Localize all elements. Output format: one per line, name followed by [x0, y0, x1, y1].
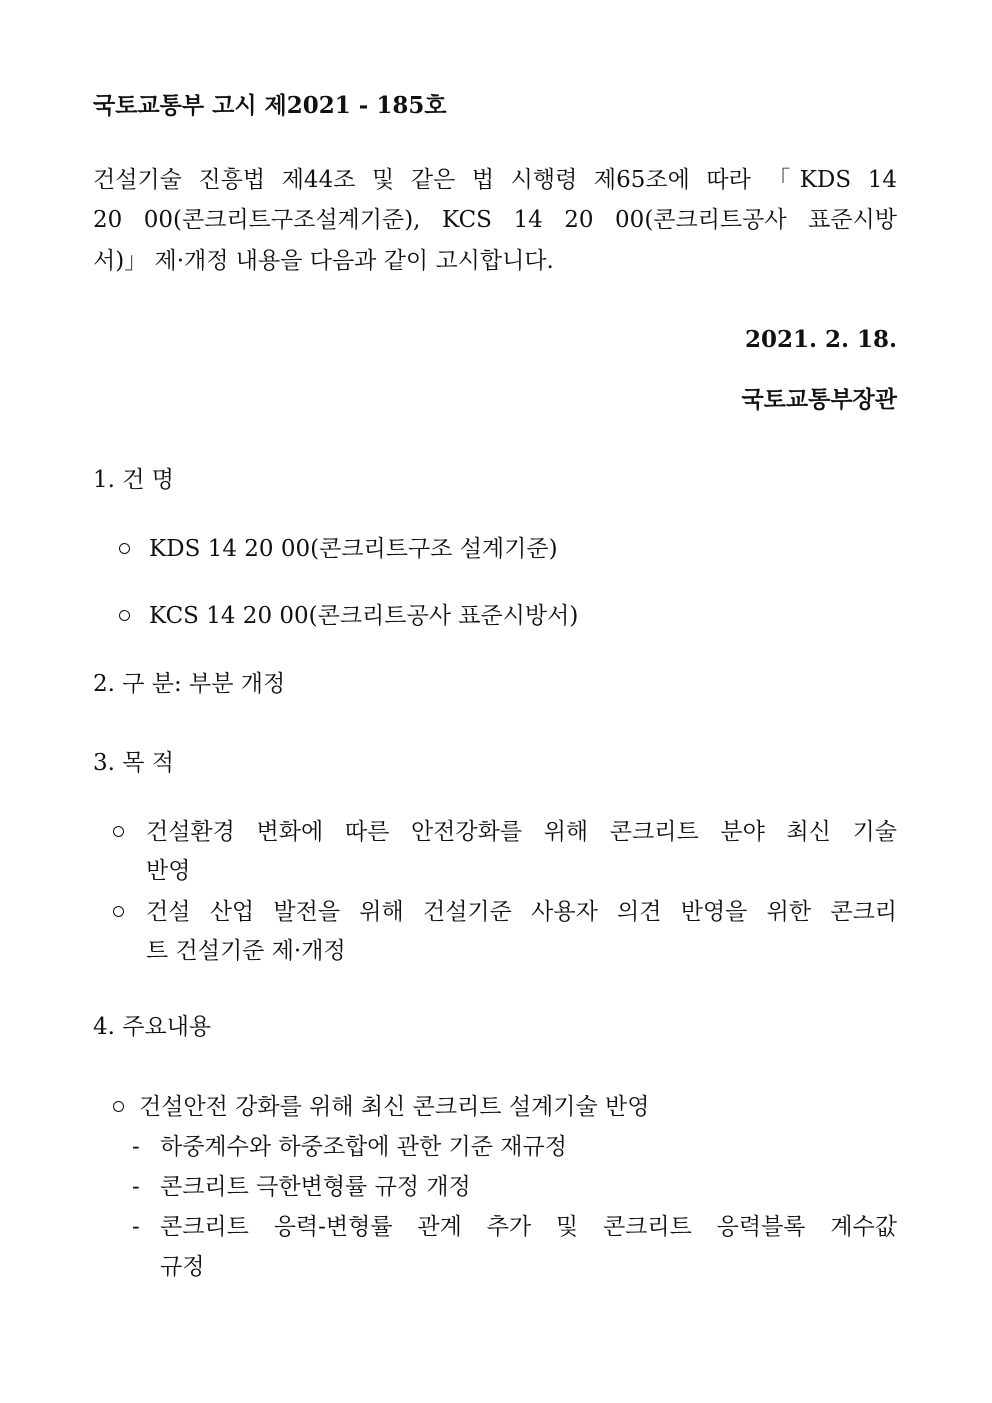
dash-bullet: - — [132, 1214, 140, 1240]
intro-line-3: 서)」 제·개정 내용을 다음과 같이 고시합니다. — [93, 248, 554, 274]
section-3-item-1-line-1: 건설환경 변화에 따른 안전강화를 위해 콘크리트 분야 최신 기술 — [146, 819, 897, 845]
section-4-subitem-1: 하중계수와 하중조합에 관한 기준 재규정 — [160, 1134, 567, 1160]
intro-line-2: 20 00(콘크리트구조설계기준), KCS 14 20 00(콘크리트공사 표준시방 — [93, 207, 897, 233]
section-1-item-2: KCS 14 20 00(콘크리트공사 표준시방서) — [149, 603, 579, 629]
circle-bullet-icon — [113, 906, 124, 917]
circle-bullet-icon — [113, 826, 124, 837]
section-4-item: 건설안전 강화를 위해 최신 콘크리트 설계기술 반영 — [139, 1094, 650, 1120]
circle-bullet-icon — [119, 610, 130, 621]
section-4-heading: 4. 주요내용 — [93, 1014, 212, 1040]
dash-bullet: - — [132, 1134, 140, 1160]
circle-bullet-icon — [119, 543, 130, 554]
section-3-item-1-line-2: 반영 — [146, 858, 191, 884]
notice-date: 2021. 2. 18. — [744, 326, 897, 353]
intro-line-1: 건설기술 진흥법 제44조 및 같은 법 시행령 제65조에 따라 「KDS 14 — [93, 167, 897, 193]
dash-bullet: - — [132, 1174, 140, 1200]
section-3-heading: 3. 목 적 — [93, 750, 175, 776]
section-3-item-2-line-2: 트 건설기준 제·개정 — [146, 938, 346, 964]
section-1-heading: 1. 건 명 — [93, 467, 175, 493]
section-4-subitem-3-line-1: 콘크리트 응력-변형률 관계 추가 및 콘크리트 응력블록 계수값 — [160, 1214, 897, 1240]
section-3-item-2-line-1: 건설 산업 발전을 위해 건설기준 사용자 의견 반영을 위한 콘크리 — [146, 899, 897, 925]
notice-issuer: 국토교통부장관 — [741, 386, 897, 413]
section-4-subitem-3-line-2: 규정 — [160, 1254, 205, 1280]
section-2-heading: 2. 구 분: 부분 개정 — [93, 671, 286, 697]
notice-title: 국토교통부 고시 제2021 - 185호 — [93, 92, 447, 119]
circle-bullet-icon — [113, 1101, 124, 1112]
section-4-subitem-2: 콘크리트 극한변형률 규정 개정 — [160, 1174, 471, 1200]
section-1-item-1: KDS 14 20 00(콘크리트구조 설계기준) — [149, 536, 558, 562]
